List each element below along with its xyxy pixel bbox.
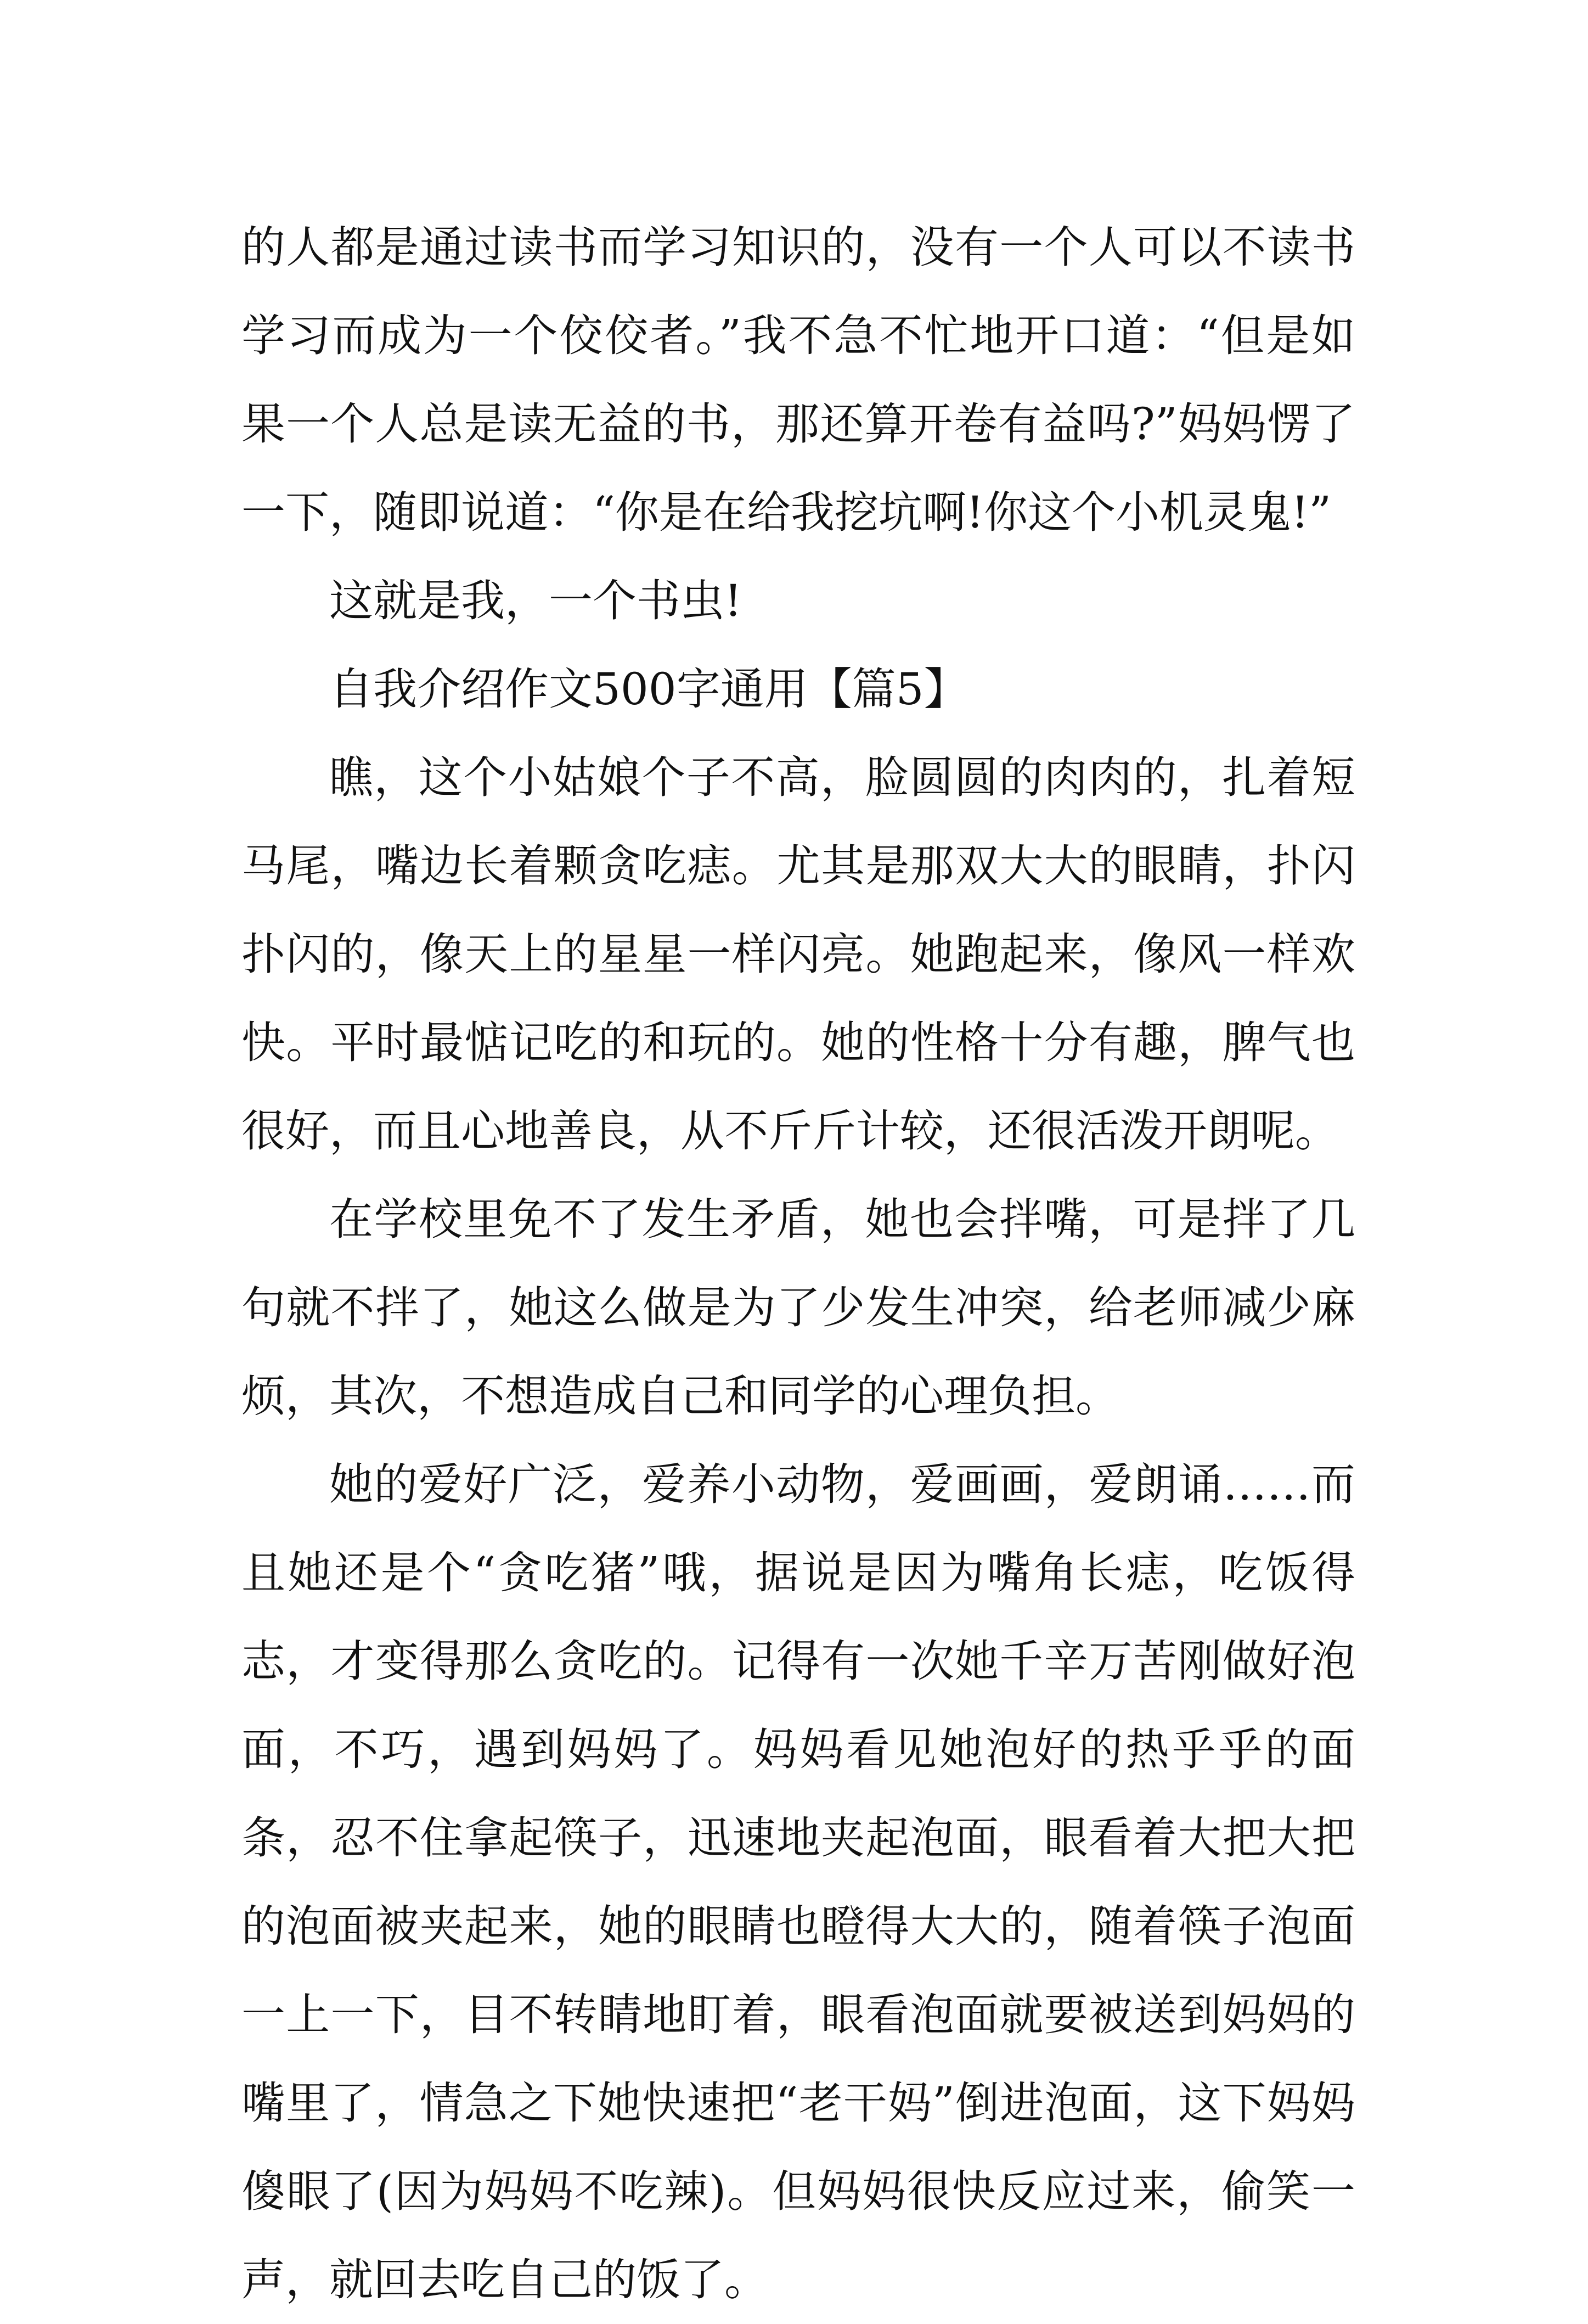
document-page <box>241 203 1355 2324</box>
section-heading: 自我介绍作文500字通用【篇5】 <box>329 664 968 715</box>
paragraph-description: 瞧，这个小姑娘个子不高，脸圆圆的肉肉的，扎着短马尾，嘴边长着颗贪吃痣。尤其是那双大大的眼睛，扑闪扑闪的，像天上的星星一样闪亮。她跑起来，像风一样欢快。平时最惦记吃的和玩的。她的性格十分有趣，脾气也很好，而且心地善良，从不斤斤计较，还很活泼开朗呢。 <box>241 752 1355 1157</box>
paragraph-hobbies: 她的爱好广泛，爱养小动物，爱画画，爱朗诵……而且她还是个“贪吃猪”哦，据说是因为嘴角长痣，吃饭得志，才变得那么贪吃的。记得有一次她千辛万苦刚做好泡面，不巧，遇到妈妈了。妈妈看见她泡好的热乎乎的面条，忍不住拿起筷子，迅速地夹起泡面，眼看着大把大把的泡面被夹起来，她的眼睛也瞪得大大的，随着筷子泡面一上一下，目不转睛地盯着，眼看泡面就要被送到妈妈的嘴里了，情急之下她快速把“老干妈”倒进泡面，这下妈妈傻眼了(因为妈妈不吃辣)。但妈妈很快反应过来，偷笑一声，就回去吃自己的饭了。 <box>241 1459 1355 2305</box>
paragraph-school: 在学校里免不了发生矛盾，她也会拌嘴，可是拌了几句就不拌了，她这么做是为了少发生冲突，给老师减少麻烦，其次，不想造成自己和同学的心理负担。 <box>241 1194 1355 1422</box>
paragraph-continuation: 的人都是通过读书而学习知识的，没有一个人可以不读书学习而成为一个佼佼者。”我不急不忙地开口道：“但是如果一个人总是读无益的书，那还算开卷有益吗?”妈妈愣了一下，随即说道：“你是在给我挖坑啊!你这个小机灵鬼!” <box>241 222 1355 538</box>
paragraph-closing: 这就是我，一个书虫! <box>329 575 742 626</box>
